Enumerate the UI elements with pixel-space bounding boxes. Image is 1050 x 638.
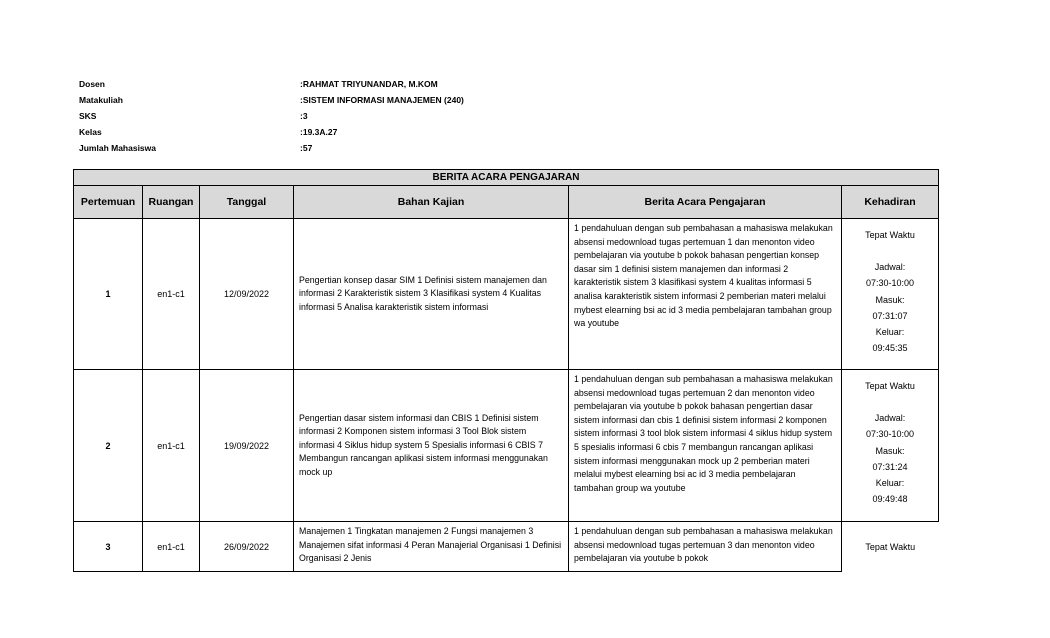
pertemuan-cell: 1 xyxy=(74,219,143,370)
table-row xyxy=(74,219,939,370)
berita-acara-cell: 1 pendahuluan dengan sub pembahasan a mahasiswa melakukan absensi medownload tugas pertemuan 1 dan menonton video pembelajaran via youtube b pokok bahasan pengertian konsep dasar sim 1 definisi sistem manajemen dan informasi 2 karakteristik sistem 3 klasifikasi system 4 kualitas informasi 5 analisa karakteristik sistem informasi 2 pemberian materi melalui mybest elearning bsi ac id 3 media pembelajaran tambahan group wa youtube xyxy=(569,219,842,370)
kehadiran-cell xyxy=(842,522,939,572)
check-out-label: Keluar: xyxy=(875,478,905,489)
bahan-kajian-cell: Pengertian konsep dasar SIM 1 Definisi sistem manajemen dan informasi 2 Karakteristik sistem 3 Klasifikasi system 4 Kualitas informasi 5 Analisa karakteristik sistem informasi xyxy=(294,219,569,370)
info-value: : RAHMAT TRIYUNANDAR, M.KOM xyxy=(300,76,438,92)
tanggal-cell: 19/09/2022 xyxy=(200,370,294,522)
info-label: Matakuliah xyxy=(79,95,123,105)
column-header-berita-acara: Berita Acara Pengajaran xyxy=(569,186,842,219)
check-in-value: 07:31:07 xyxy=(872,310,908,321)
column-header-kehadiran: Kehadiran xyxy=(842,186,939,219)
tanggal-cell: 26/09/2022 xyxy=(200,522,294,572)
info-value: : SISTEM INFORMASI MANAJEMEN (240) xyxy=(300,92,464,108)
table-row xyxy=(74,370,939,522)
ruangan-cell: en1-c1 xyxy=(143,370,200,522)
check-in-label: Masuk: xyxy=(875,445,905,456)
bahan-kajian-cell xyxy=(294,522,569,572)
info-label: Kelas xyxy=(79,127,102,137)
schedule-value: 07:30-10:00 xyxy=(865,278,915,289)
pertemuan-cell: 3 xyxy=(74,522,143,572)
check-out-value: 09:49:48 xyxy=(872,494,908,505)
ruangan-cell: en1-c1 xyxy=(143,522,200,572)
column-header-bahan-kajian: Bahan Kajian xyxy=(294,186,569,219)
bahan-kajian-cell: Pengertian dasar sistem informasi dan CBIS 1 Definisi sistem informasi 2 Komponen sistem informasi 3 Tool Blok sistem informasi 4 Siklus hidup system 5 Spesialis informasi 6 CBIS 7 Membangun rancangan aplikasi sistem informasi menggunakan mock up xyxy=(294,370,569,522)
berita-acara-cell xyxy=(569,522,842,572)
info-value: : 3 xyxy=(300,108,308,124)
info-value: : 19.3A.27 xyxy=(300,124,337,140)
course-info xyxy=(79,76,579,156)
info-label: Dosen xyxy=(79,79,105,89)
schedule-label: Jadwal: xyxy=(874,262,906,273)
bahan-kajian-text: Manajemen 1 Tingkatan manajemen 2 Fungsi manajemen 3 Manajemen sifat informasi 4 Peran Manajerial Organisasi 1 Definisi Organisasi 2 Jenis xyxy=(299,526,562,563)
column-header-tanggal: Tanggal xyxy=(200,186,294,219)
check-out-label: Keluar: xyxy=(875,327,905,338)
info-row-sks xyxy=(79,108,579,124)
teaching-report-table xyxy=(73,169,939,572)
pertemuan-cell: 2 xyxy=(74,370,143,522)
ruangan-cell: en1-c1 xyxy=(143,219,200,370)
info-label: Jumlah Mahasiswa xyxy=(79,143,157,153)
info-label: SKS xyxy=(79,111,97,121)
info-value: : 57 xyxy=(300,140,312,156)
teaching-report-table-container xyxy=(73,169,938,572)
info-row-kelas xyxy=(79,124,579,140)
attendance-status: Tepat Waktu xyxy=(865,381,915,391)
column-header-pertemuan: Pertemuan xyxy=(74,186,143,219)
schedule-label: Jadwal: xyxy=(874,413,906,424)
column-header-ruangan: Ruangan xyxy=(143,186,200,219)
table-row xyxy=(74,522,939,572)
schedule-value: 07:30-10:00 xyxy=(865,429,915,440)
kehadiran-cell xyxy=(842,370,939,522)
info-row-matakuliah xyxy=(79,92,579,108)
info-row-jumlah-mahasiswa xyxy=(79,140,579,156)
attendance-status: Tepat Waktu xyxy=(865,230,915,240)
info-row-dosen xyxy=(79,76,579,92)
berita-acara-text: 1 pendahuluan dengan sub pembahasan a mahasiswa melakukan absensi medownload tugas pertemuan 3 dan menonton video pembelajaran via youtube b pokok xyxy=(574,526,833,564)
tanggal-cell: 12/09/2022 xyxy=(200,219,294,370)
table-title-row xyxy=(74,170,939,186)
kehadiran-cell xyxy=(842,219,939,370)
check-out-value: 09:45:35 xyxy=(872,343,908,354)
check-in-value: 07:31:24 xyxy=(872,461,908,472)
check-in-label: Masuk: xyxy=(875,294,905,305)
table-title: BERITA ACARA PENGAJARAN xyxy=(74,170,939,186)
attendance-status: Tepat Waktu xyxy=(865,541,916,552)
table-header-row xyxy=(74,186,939,219)
berita-acara-cell: 1 pendahuluan dengan sub pembahasan a mahasiswa melakukan absensi medownload tugas pertemuan 2 dan menonton video pembelajaran via youtube b pokok bahasan pengertian dasar sistem informasi dan cbis 1 definisi sistem informasi 2 komponen sistem informasi 3 tool blok sistem informasi 4 siklus hidup system 5 spesialis informasi 6 cbis 7 membangun rancangan aplikasi sistem informasi menggunakan mock up 2 pemberian materi melalui mybest elearning bsi ac id 3 media pembelajaran tambahan group wa youtube xyxy=(569,370,842,522)
